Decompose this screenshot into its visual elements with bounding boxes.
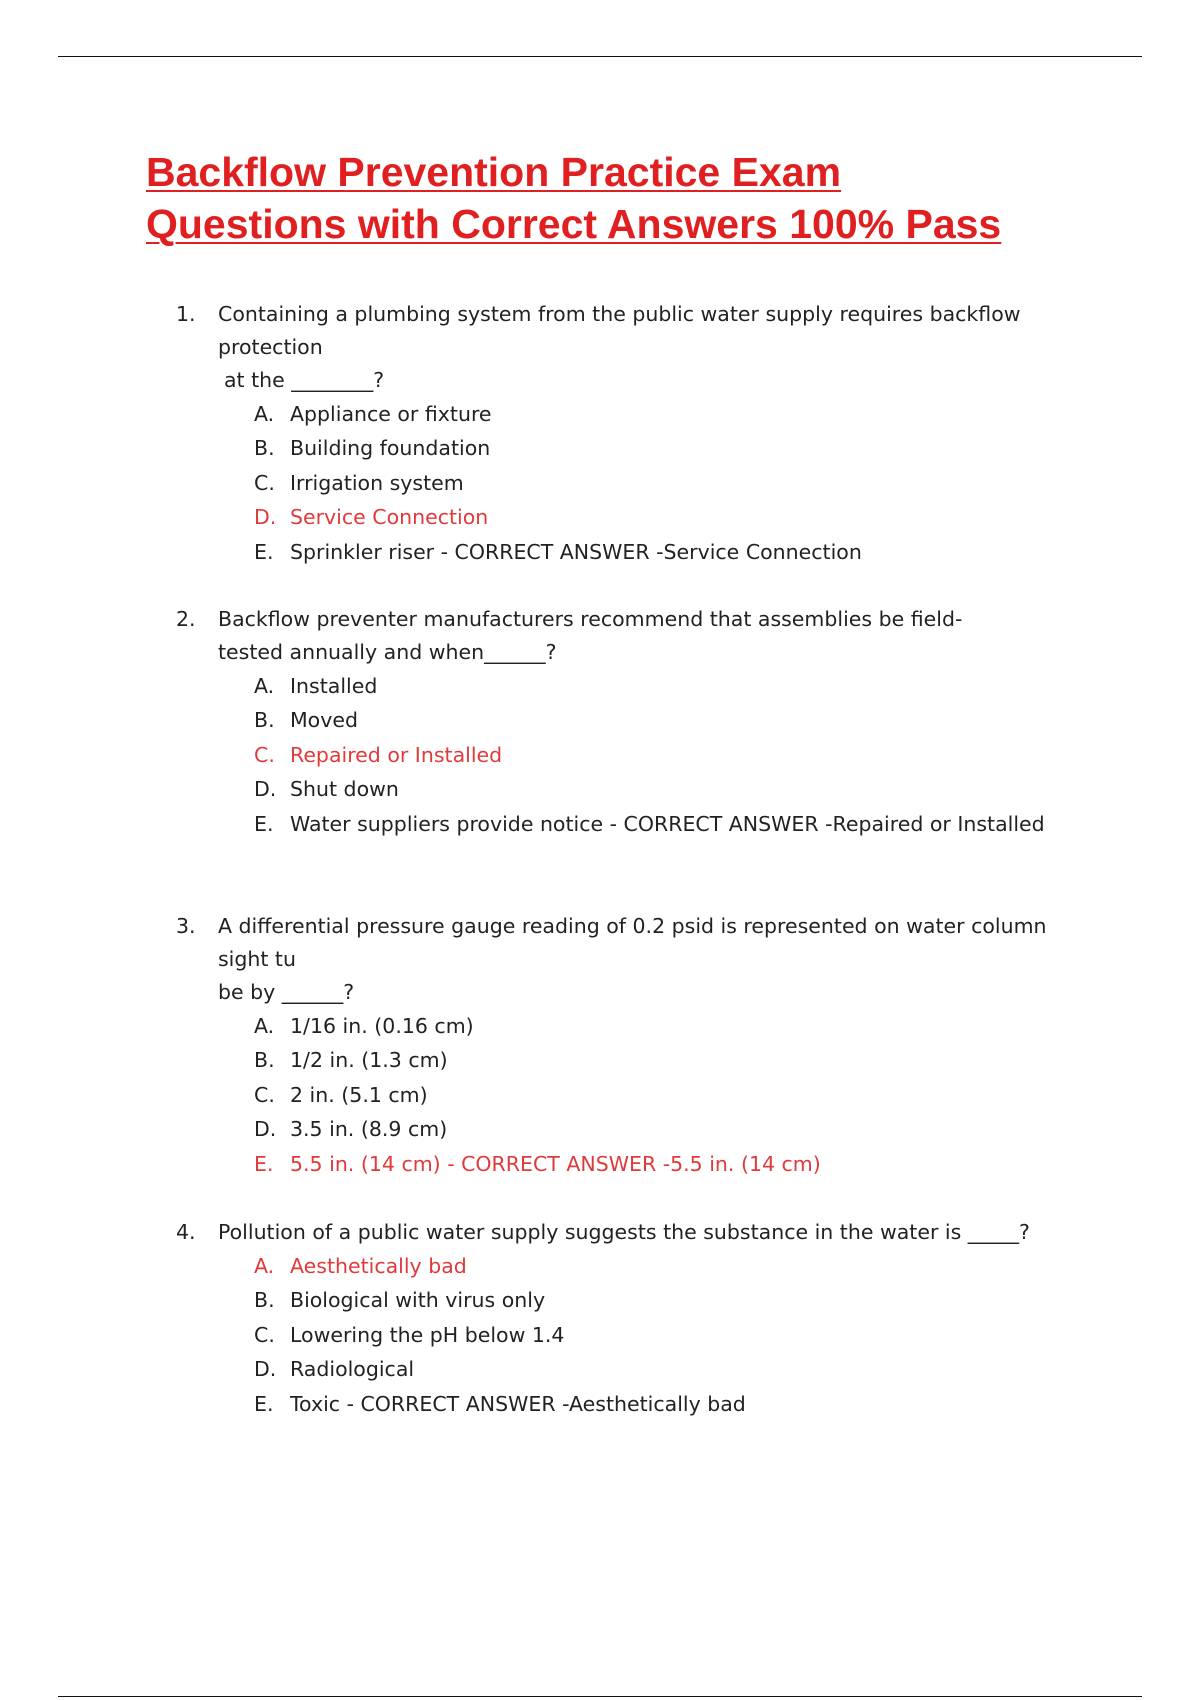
question-number: 1. (176, 302, 196, 326)
option-text: Aesthetically bad (290, 1254, 467, 1278)
option-text: Radiological (290, 1357, 415, 1382)
title-line-1: Backflow Prevention Practice Exam (146, 149, 842, 195)
question-stem (176, 1216, 1096, 1249)
option-text: Service Connection (290, 505, 489, 530)
option-text: 1/16 in. (0.16 cm) (290, 1014, 474, 1038)
option-text: Repaired or Installed (290, 742, 503, 767)
option-d (254, 1112, 1096, 1146)
option-a (254, 397, 1096, 431)
question-stem (176, 603, 1096, 669)
option-text: Irrigation system (290, 470, 464, 495)
option-b (254, 431, 1096, 465)
question-2 (176, 603, 1096, 841)
option-letter: C. (254, 470, 275, 495)
option-b (254, 1043, 1096, 1077)
option-text: 1/2 in. (1.3 cm) (290, 1048, 448, 1073)
answer-options (176, 1249, 1096, 1421)
option-text: 3.5 in. (8.9 cm) (290, 1117, 448, 1142)
option-letter: E. (254, 1391, 274, 1416)
page-title (146, 146, 1146, 250)
option-e (254, 535, 1096, 569)
option-letter: C. (254, 742, 275, 767)
option-letter: A. (254, 402, 275, 426)
option-c (254, 738, 1096, 772)
option-b (254, 703, 1096, 737)
question-text (218, 1216, 1096, 1249)
option-e (254, 807, 1096, 841)
option-letter: D. (254, 777, 277, 802)
question-stem (176, 298, 1096, 397)
option-c (254, 1318, 1096, 1352)
option-text: Building foundation (290, 436, 491, 461)
option-letter: B. (254, 1288, 275, 1313)
option-text: Installed (290, 674, 378, 698)
option-e (254, 1147, 1096, 1181)
option-text: 2 in. (5.1 cm) (290, 1082, 428, 1107)
question-number: 4. (176, 1220, 196, 1244)
option-letter: A. (254, 1014, 275, 1038)
option-letter: D. (254, 505, 277, 530)
option-text: Appliance or fixture (290, 402, 492, 426)
question-number: 3. (176, 914, 196, 938)
option-letter: B. (254, 436, 275, 461)
question-text-line-1: Pollution of a public water supply suggests the substance in the water is _____? (218, 1220, 1030, 1244)
option-d (254, 1352, 1096, 1386)
question-text (218, 298, 1096, 397)
top-rule (58, 56, 1142, 57)
option-letter: B. (254, 1048, 275, 1073)
option-letter: A. (254, 1254, 275, 1278)
option-text: Lowering the pH below 1.4 (290, 1322, 565, 1347)
question-text-line-2: at the ________? (224, 368, 385, 392)
title-line-2: Questions with Correct Answers 100% Pass (146, 201, 1002, 247)
question-text-line-2: tested annually and when______? (218, 640, 557, 664)
option-letter: E. (254, 811, 274, 836)
question-text (218, 910, 1096, 1009)
question-text-line-2: be by ______? (218, 980, 355, 1004)
option-letter: D. (254, 1357, 277, 1382)
question-text-line-1: Backflow preventer manufacturers recommend that assemblies be field- (218, 607, 963, 631)
option-letter: C. (254, 1082, 275, 1107)
question-stem (176, 910, 1096, 1009)
option-text: Sprinkler riser - CORRECT ANSWER -Service Connection (290, 539, 862, 564)
option-text: Moved (290, 708, 358, 733)
option-text: Shut down (290, 777, 399, 802)
option-text: Biological with virus only (290, 1288, 546, 1313)
option-b (254, 1283, 1096, 1317)
option-letter: A. (254, 674, 275, 698)
option-text: Toxic - CORRECT ANSWER -Aesthetically bad (290, 1391, 746, 1416)
question-3 (176, 910, 1096, 1181)
option-e (254, 1387, 1096, 1421)
option-letter: B. (254, 708, 275, 733)
option-a (254, 1009, 1096, 1043)
option-c (254, 1078, 1096, 1112)
question-text (218, 603, 1096, 669)
answer-options (176, 669, 1096, 841)
option-d (254, 772, 1096, 806)
question-text-line-1: Containing a plumbing system from the public water supply requires backflow protection (218, 302, 1021, 359)
option-a (254, 669, 1096, 703)
option-text: 5.5 in. (14 cm) - CORRECT ANSWER -5.5 in. (14 cm) (290, 1151, 821, 1176)
bottom-rule (58, 1696, 1142, 1697)
question-text-line-1: A differential pressure gauge reading of 0.2 psid is represented on water column sight tu (218, 914, 1047, 971)
option-text: Water suppliers provide notice - CORRECT ANSWER -Repaired or Installed (290, 811, 1045, 836)
question-number: 2. (176, 607, 196, 631)
option-letter: E. (254, 1151, 274, 1176)
answer-options (176, 1009, 1096, 1181)
option-a (254, 1249, 1096, 1283)
option-d (254, 500, 1096, 534)
question-4 (176, 1216, 1096, 1421)
option-letter: C. (254, 1322, 275, 1347)
option-letter: E. (254, 539, 274, 564)
option-letter: D. (254, 1117, 277, 1142)
question-1 (176, 298, 1096, 569)
answer-options (176, 397, 1096, 569)
option-c (254, 466, 1096, 500)
